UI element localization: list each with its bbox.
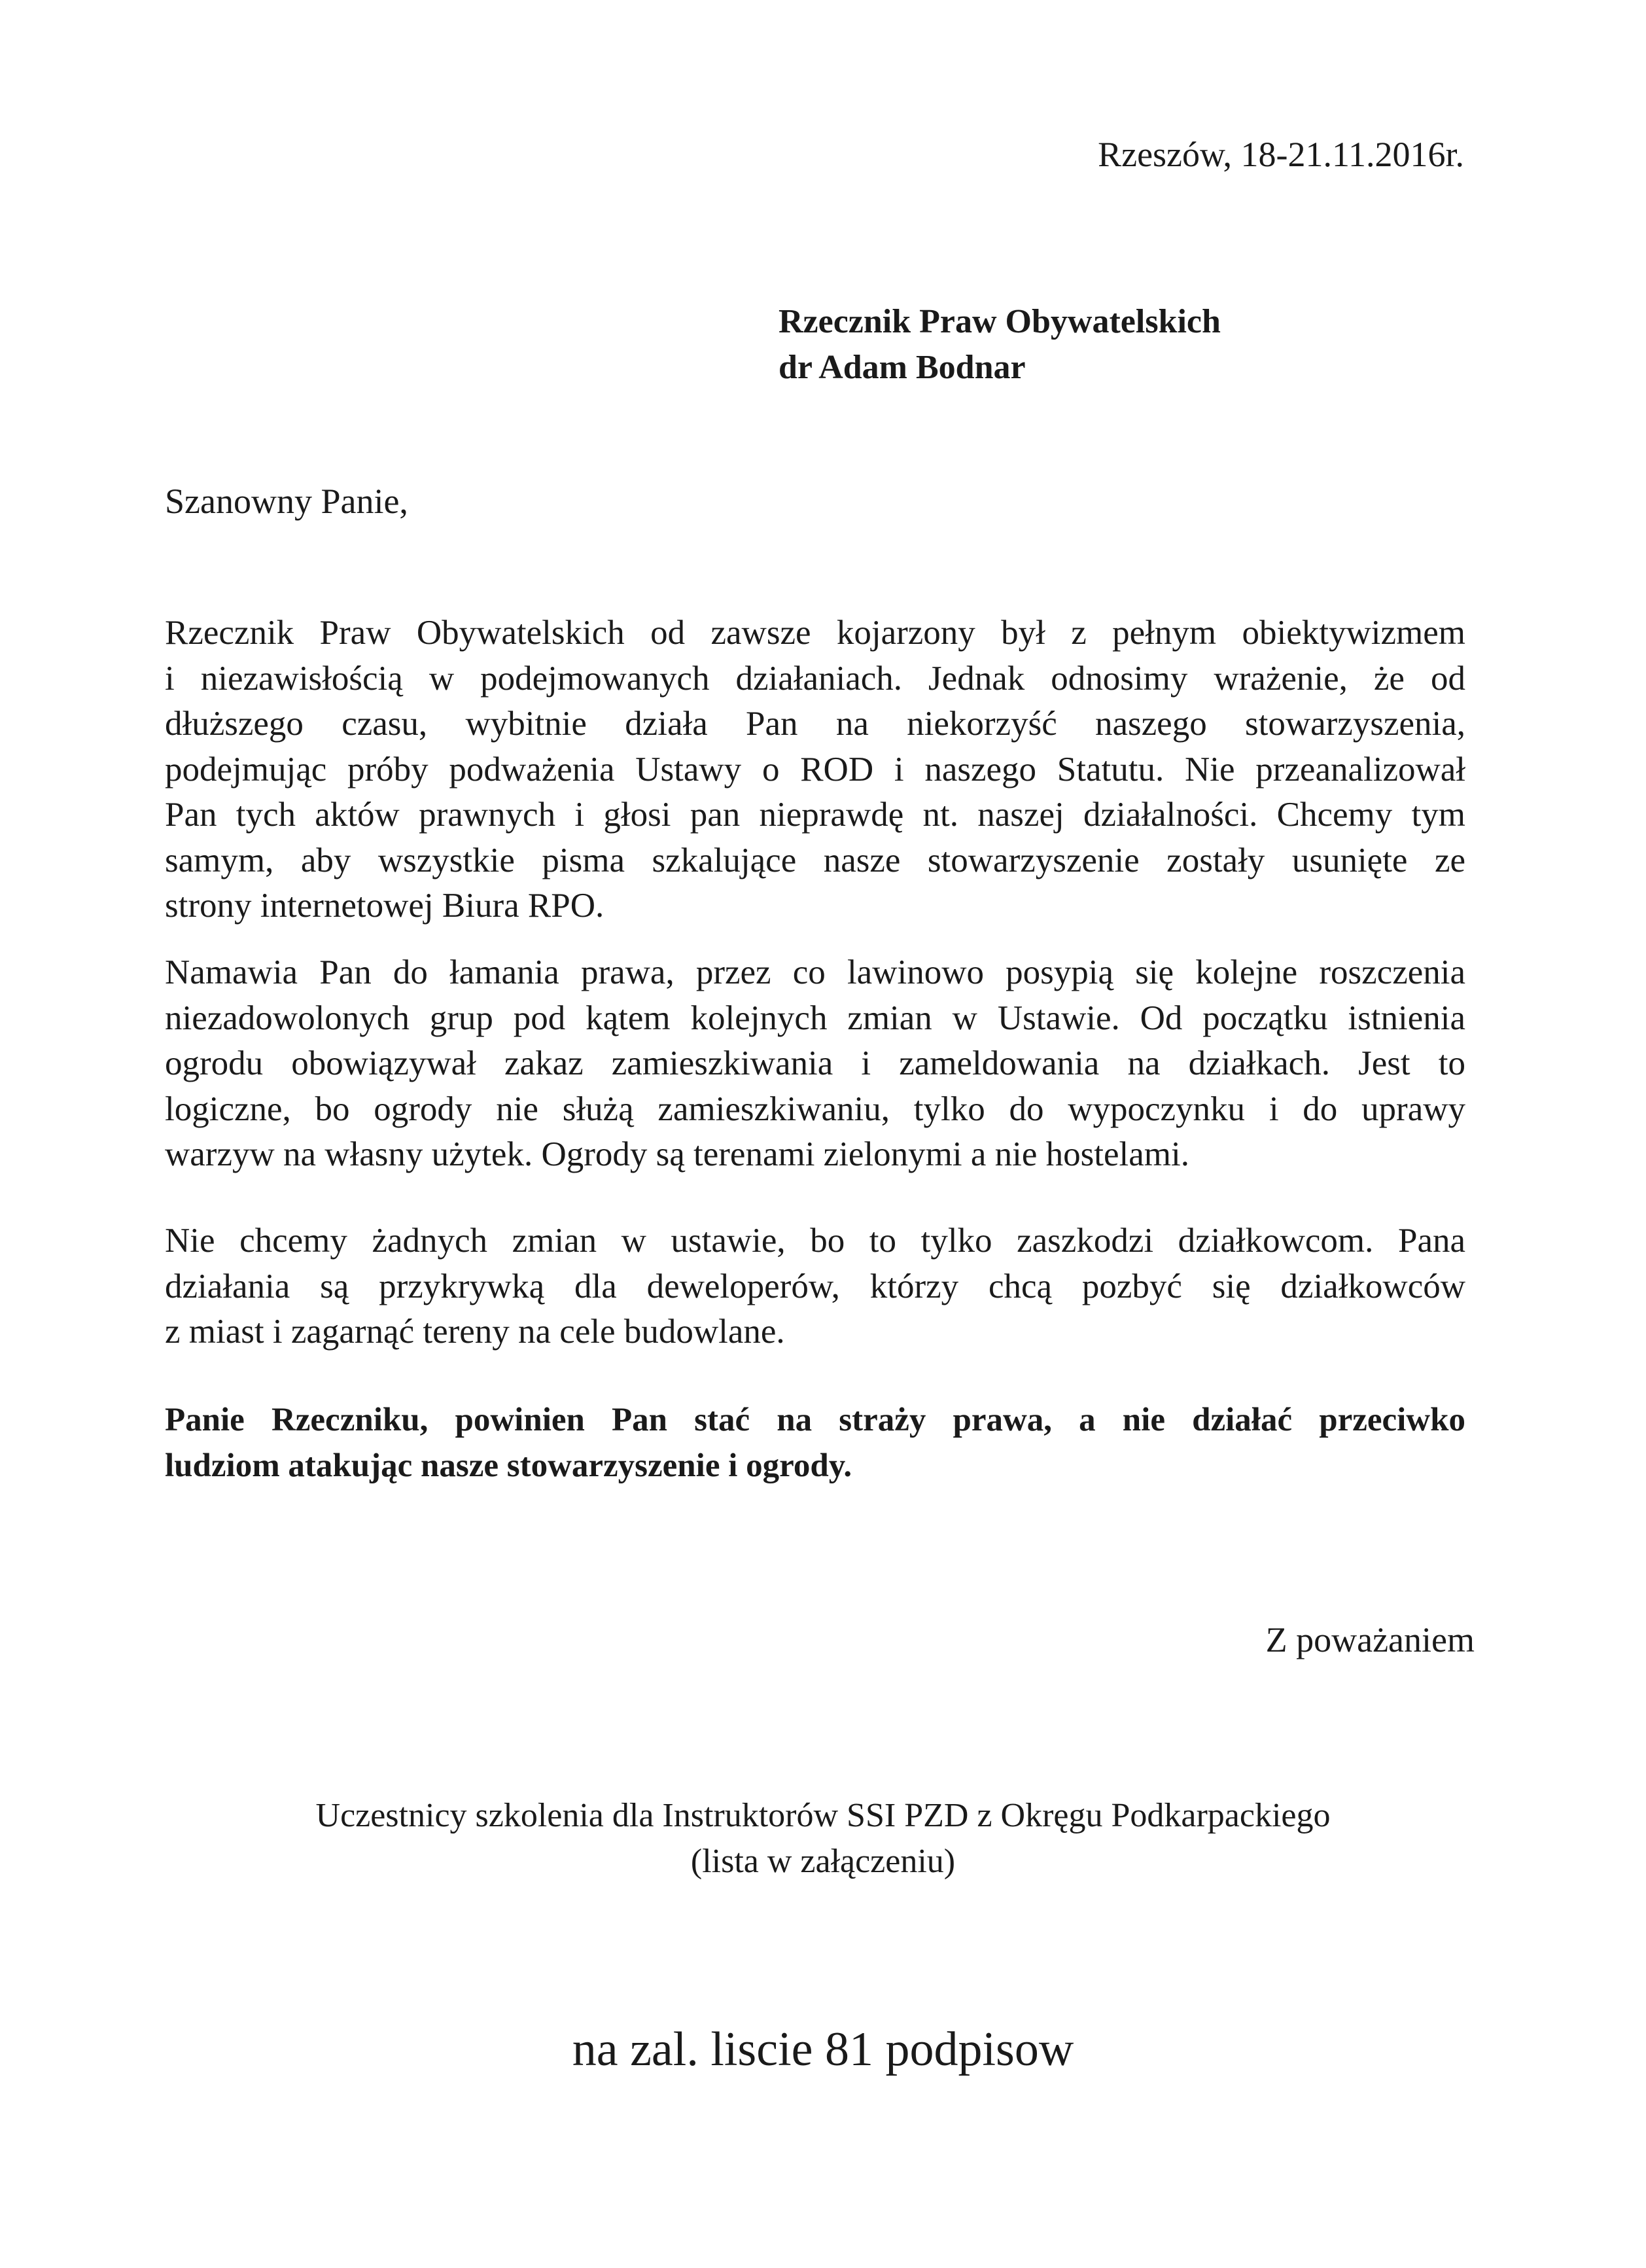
paragraph-line: warzyw na własny użytek. Ogrody są terenami zielonymi a nie hostelami. [165, 1135, 1189, 1173]
paragraph-line: działania są przykrywką dla deweloperów, którzy chcą pozbyć się działkowców [165, 1267, 1465, 1305]
signature-count-note: na zal. liscie 81 podpisow [572, 2023, 1074, 2076]
paragraph-line: podejmując próby podważenia Ustawy o ROD i naszego Statutu. Nie przeanalizował [165, 750, 1465, 788]
paragraph-line: Rzecznik Praw Obywatelskich od zawsze kojarzony był z pełnym obiektywizmem [165, 614, 1465, 652]
paragraph-line: samym, aby wszystkie pisma szkalujące nasze stowarzyszenie zostały usunięte ze [165, 841, 1465, 879]
letter-date: Rzeszów, 18-21.11.2016r. [1098, 135, 1464, 174]
paragraph-line: ludziom atakując nasze stowarzyszenie i ogrody. [165, 1447, 852, 1484]
paragraph-line: i niezawisłością w podejmowanych działaniach. Jednak odnosimy wrażenie, że od [165, 659, 1465, 698]
signatories: Uczestnicy szkolenia dla Instruktorów SSI PZD z Okręgu Podkarpackiego [315, 1797, 1331, 1834]
paragraph-line: logiczne, bo ogrody nie służą zamieszkiwaniu, tylko do wypoczynku i do uprawy [165, 1090, 1465, 1128]
paragraph-line: niezadowolonych grup pod kątem kolejnych zmian w Ustawie. Od początku istnienia [165, 999, 1465, 1037]
paragraph-3 [165, 1218, 1465, 1355]
addressee-name: dr Adam Bodnar [779, 349, 1026, 386]
paragraph-line: z miast i zagarnąć tereny na cele budowlane. [165, 1313, 785, 1351]
paragraph-1 [165, 611, 1465, 929]
paragraph-line: Panie Rzeczniku, powinien Pan stać na straży prawa, a nie działać przeciwko [165, 1402, 1465, 1438]
paragraph-line: ogrodu obowiązywał zakaz zamieszkiwania i zameldowania na działkach. Jest to [165, 1044, 1465, 1082]
paragraph-2 [165, 950, 1465, 1178]
addressee-title: Rzecznik Praw Obywatelskich [779, 303, 1221, 340]
closing: Z poważaniem [1265, 1620, 1475, 1659]
signatories-attachment-note: (lista w załączeniu) [690, 1843, 956, 1880]
paragraph-line: strony internetowej Biura RPO. [165, 887, 604, 925]
paragraph-line: Nie chcemy żadnych zmian w ustawie, bo to tylko zaszkodzi działkowcom. Pana [165, 1222, 1465, 1260]
paragraph-line: Pan tych aktów prawnych i głosi pan nieprawdę nt. naszej działalności. Chcemy tym [165, 796, 1465, 834]
paragraph-4-bold [165, 1398, 1465, 1489]
paragraph-line: dłuższego czasu, wybitnie działa Pan na niekorzyść naszego stowarzyszenia, [165, 705, 1465, 743]
salutation: Szanowny Panie, [165, 482, 408, 521]
paragraph-line: Namawia Pan do łamania prawa, przez co lawinowo posypią się kolejne roszczenia [165, 953, 1465, 991]
